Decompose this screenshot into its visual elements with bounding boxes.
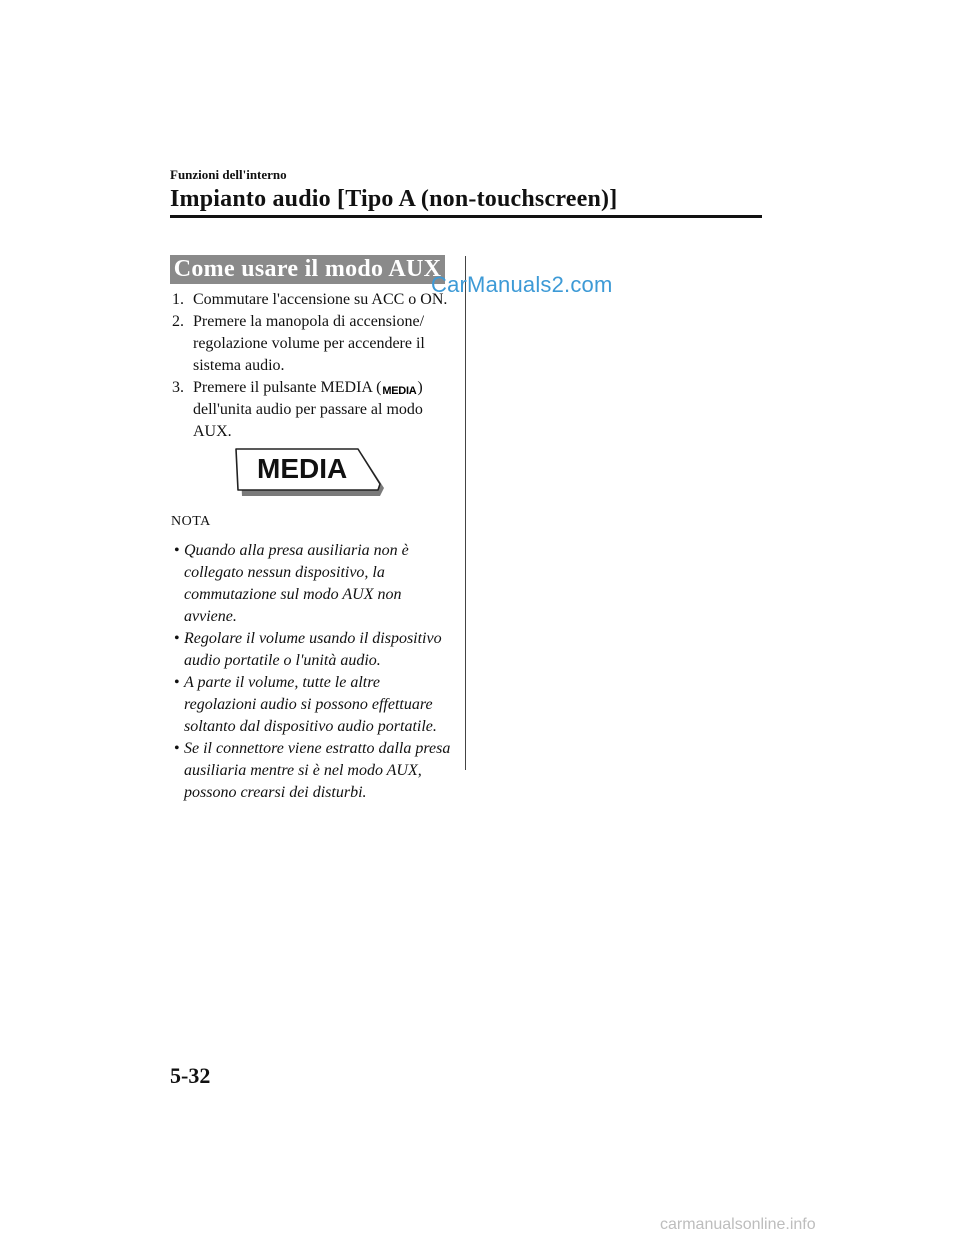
nota-item <box>174 672 452 738</box>
nota-item <box>174 540 452 628</box>
nota-text: Regolare il volume usando il dispositivo audio portatile o l'unità audio. <box>184 630 442 669</box>
chapter-label: Funzioni dell'interno <box>170 167 287 182</box>
nota-text: A parte il volume, tutte le altre regolazioni audio si possono effettuare soltanto dal dispositivo audio portatile. <box>184 674 437 735</box>
step-item <box>172 311 452 377</box>
step-text <box>193 377 452 443</box>
step-text: Commutare l'accensione su ACC o ON. <box>193 291 448 308</box>
step-item <box>172 377 452 443</box>
step-number: 2. <box>172 313 184 330</box>
steps-list <box>172 289 452 443</box>
nota-list <box>174 540 452 804</box>
step-number: 1. <box>172 291 184 308</box>
title-divider <box>170 215 762 218</box>
step-text: Premere la manopola di accensione/ regolazione volume per accendere il sistema audio. <box>193 313 425 374</box>
section-heading: Come usare il modo AUX <box>170 255 445 284</box>
bullet-icon: • <box>174 542 180 559</box>
nota-text: Se il connettore viene estratto dalla presa ausiliaria mentre si è nel modo AUX, possono crearsi dei disturbi. <box>184 740 451 801</box>
step-item <box>172 289 452 311</box>
step-text-before: Premere il pulsante MEDIA ( <box>193 379 382 396</box>
nota-text: Quando alla presa ausiliaria non è collegato nessun dispositivo, la commutazione sul modo AUX non avviene. <box>184 542 409 625</box>
nota-item <box>174 628 452 672</box>
watermark-text: CarManuals2.com <box>431 272 613 297</box>
bullet-icon: • <box>174 674 180 691</box>
media-button-label: MEDIA <box>257 453 348 484</box>
nota-item <box>174 738 452 804</box>
step-number: 3. <box>172 379 184 396</box>
bullet-icon: • <box>174 630 180 647</box>
media-inline-icon: MEDIA <box>382 385 417 397</box>
nota-label: NOTA <box>171 514 211 529</box>
page-number: 5-32 <box>170 1063 211 1088</box>
page-title: Impianto audio [Tipo A (non-touchscreen)] <box>170 186 618 212</box>
media-button-illustration <box>230 446 390 502</box>
bullet-icon: • <box>174 740 180 757</box>
step-text-after: ) dell'unita audio per passare al modo AUX. <box>193 379 423 440</box>
column-divider <box>465 256 466 770</box>
footer-watermark: carmanualsonline.info <box>660 1216 816 1233</box>
